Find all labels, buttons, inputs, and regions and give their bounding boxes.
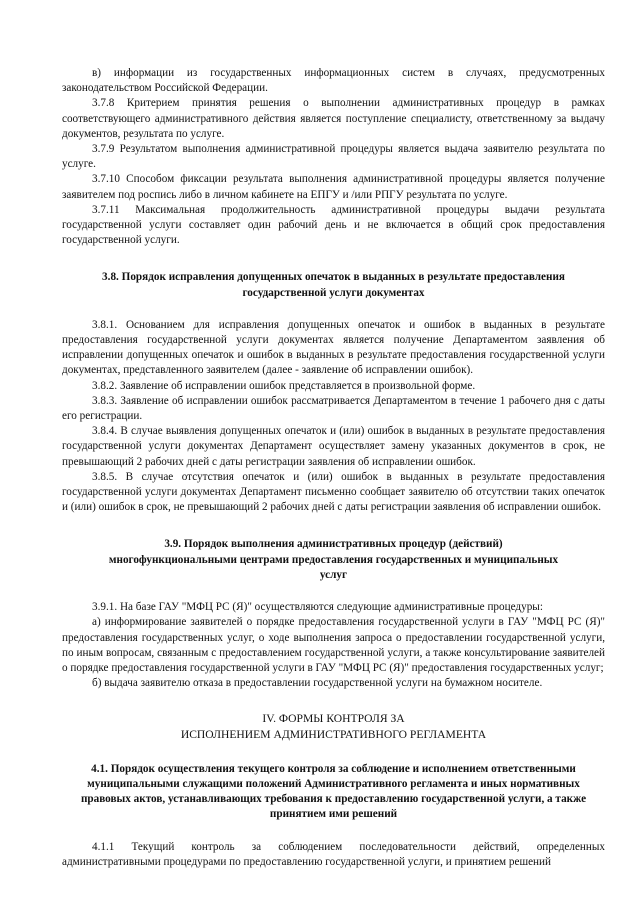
chapter-4-title-line1: IV. ФОРМЫ КОНТРОЛЯ ЗА xyxy=(262,712,405,726)
chapter-4-title-line2: ИСПОЛНЕНИЕМ АДМИНИСТРАТИВНОГО РЕГЛАМЕНТА xyxy=(180,727,487,741)
paragraph-3-8-3: 3.8.3. Заявление об исправлении ошибок рассматривается Департаментом в течение 1 рабочего дня с даты его регистрации. xyxy=(62,394,605,423)
section-3-8-heading: 3.8. Порядок исправления допущенных опечаток в выданных в результате предоставления государственной услуги документах xyxy=(102,271,565,299)
paragraph-3-7-11: 3.7.11 Максимальная продолжительность административной процедуры выдачи результата государственной услуги составляет один рабочий день и не включается в общий срок предоставления государственной услуги. xyxy=(62,203,605,247)
paragraph-3-8-5: 3.8.5. В случае отсутствия опечаток и (или) ошибок в выданных в результате предоставления государственной услуги документах Департамент письменно сообщает заявителю об отсутствии таких опечаток и (или) ошибок в срок, не превышающий 2 рабочих дней с даты регистрации заявления об исправлении ошибок. xyxy=(62,470,605,514)
paragraph-3-7-9: 3.7.9 Результатом выполнения административной процедуры является выдача заявителю результата по услуге. xyxy=(62,143,605,171)
paragraph-3-8-2: 3.8.2. Заявление об исправлении ошибок представляется в произвольной форме. xyxy=(92,379,476,392)
paragraph-3-9-a: а) информирование заявителей о порядке предоставления государственной услуги в ГАУ "МФЦ РС (Я)" предоставления государственных услуг, о ходе выполнения запроса о предоставлении государственной услуги, по иным вопросам, связанным с предоставлением государственной услуги, а также консультирование заявителей о порядке предоставления государственной услуги в ГАУ "МФЦ РС (Я)" предоставления государственных услуг; xyxy=(62,616,605,674)
paragraph-3-7-v: в) информации из государственных информационных систем в случаях, предусмотренных законодательством Российской Федерации. xyxy=(62,67,605,95)
paragraph-3-8-1: 3.8.1. Основанием для исправления допущенных опечаток и ошибок в выданных в результате предоставления государственной услуги документах является получение Департаментом заявления об исправлении допущенных опечаток и ошибок в выданных в результате предоставления государственной услуги документах, представленного заявителем (далее - заявление об исправлении ошибок). xyxy=(62,318,605,377)
paragraph-3-7-10: 3.7.10 Способом фиксации результата выполнения административной процедуры является получение заявителем под роспись либо в личном кабинете на ЕПГУ и /или РПГУ результата по услуге. xyxy=(62,173,605,201)
section-3-9-heading: 3.9. Порядок выполнения административных процедур (действий) многофункциональными центрами предоставления государственных и муниципальных услуг xyxy=(108,538,559,581)
section-4-1-heading: 4.1. Порядок осуществления текущего контроля за соблюдение и исполнением ответственными муниципальными служащими положений Административного регламента и иных нормативных правовых актов, устанавливающих требования к предоставлению государственной услуги, а также принятием ими решений xyxy=(80,762,587,821)
paragraph-4-1-1: 4.1.1 Текущий контроль за соблюдением последовательности действий, определенных административными процедурами по предоставлению государственной услуги, и принятием решений xyxy=(62,840,605,868)
paragraph-3-8-4: 3.8.4. В случае выявления допущенных опечаток и (или) ошибок в выданных в результате предоставления государственной услуги документах Департамент осуществляет замену указанных документов в срок, не превышающий 2 рабочих дней с даты регистрации заявления об исправлении ошибок. xyxy=(62,425,605,468)
paragraph-3-9-b: б) выдача заявителю отказа в предоставлении государственной услуги на бумажном носителе. xyxy=(92,677,543,690)
paragraph-3-7-8: 3.7.8 Критерием принятия решения о выполнении административных процедур в рамках соответствующего административного действия является поступление специалисту, ответственному за выдачу документов, результата по услуге. xyxy=(62,97,605,140)
paragraph-3-9-1: 3.9.1. На базе ГАУ "МФЦ РС (Я)" осуществляются следующие административные процедуры: xyxy=(92,601,543,614)
